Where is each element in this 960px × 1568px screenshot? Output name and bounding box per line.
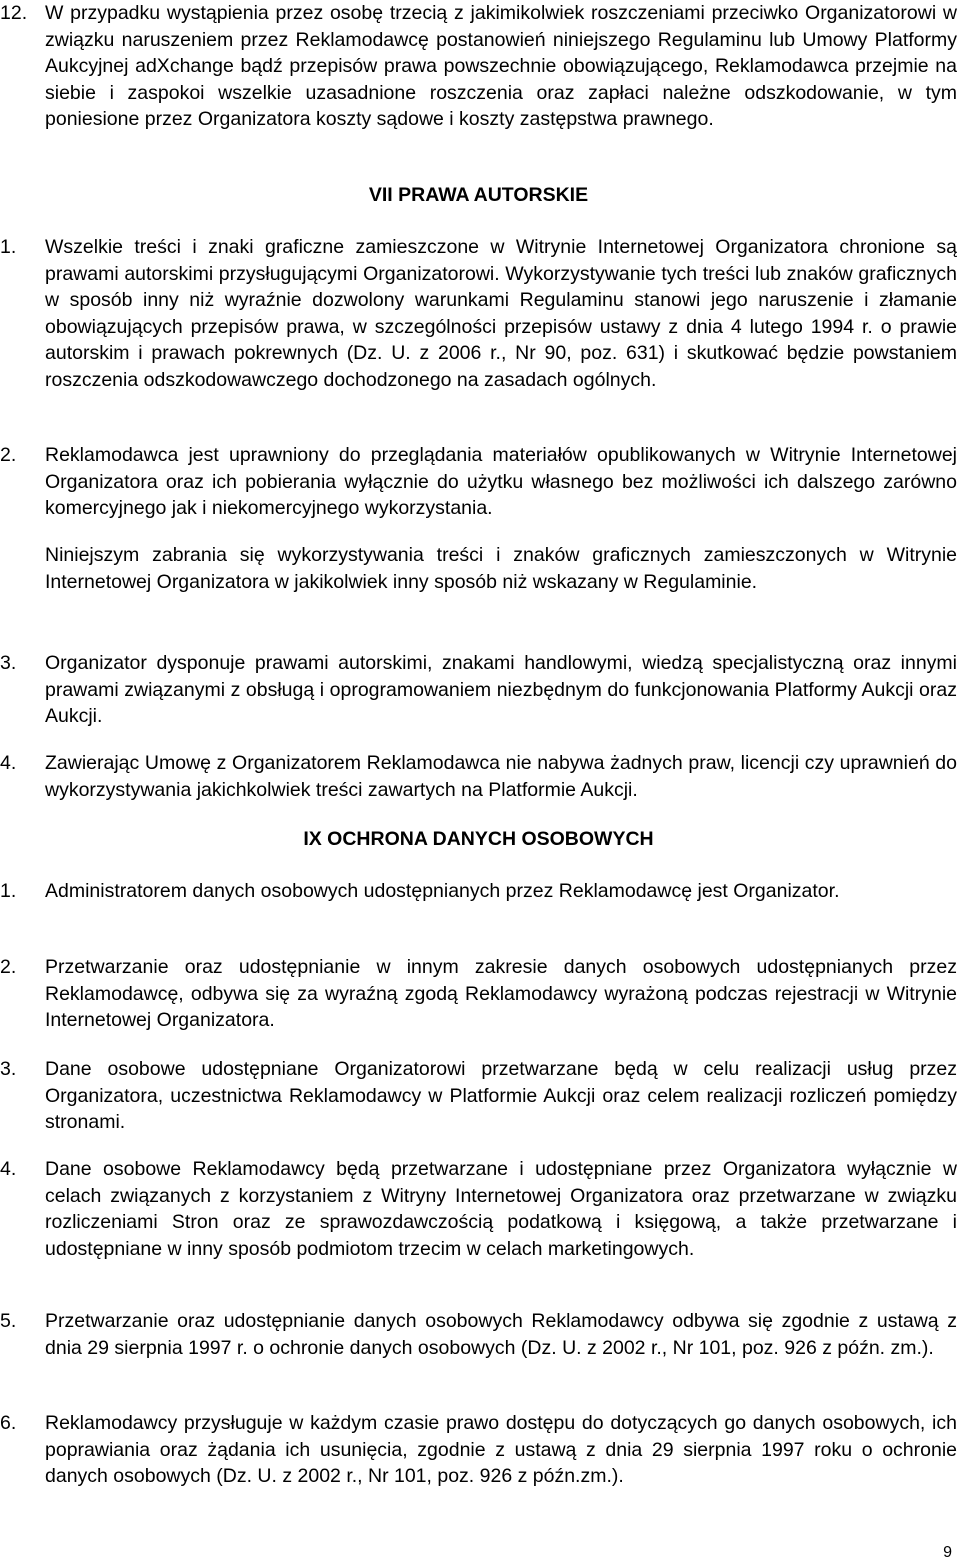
item-number: 4. — [0, 752, 17, 774]
item-text: Administratorem danych osobowych udostępnianych przez Reklamodawcę jest Organizator. — [45, 880, 840, 902]
list-item — [0, 0, 957, 133]
item-text: Reklamodawca jest uprawniony do przeglądania materiałów opublikowanych w Witrynie Internetowej Organizatora oraz ich pobierania wyłącznie do użytku własnego bez możliwości ich dalszego zarówno komercyjnego jak i niekomercyjnego wykorzystania. — [45, 444, 957, 520]
item-number: 1. — [0, 880, 17, 902]
item-text: Wszelkie treści i znaki graficzne zamieszczone w Witrynie Internetowej Organizatora chronione są prawami autorskimi przysługującymi Organizatorowi. Wykorzystywanie tych treści lub znaków graficznych w sposób inny niż wyraźnie dozwolony warunkami Regulaminu stanowi jego naruszenie i złamanie obowiązujących przepisów prawa, w szczególności przepisów ustawy z dnia 4 lutego 1994 r. o prawie autorskim i prawach pokrewnych (Dz. U. z 2006 r., Nr 90, poz. 631) i skutkować będzie powstaniem roszczenia odszkodowawczego dochodzonego na zasadach ogólnych. — [45, 236, 957, 391]
item-text: Zawierając Umowę z Organizatorem Reklamodawca nie nabywa żadnych praw, licencji czy uprawnień do wykorzystywania jakichkolwiek treści zawartych na Platformie Aukcji. — [45, 752, 957, 801]
list-item — [0, 1156, 957, 1262]
list-item — [0, 878, 957, 905]
item-text: Reklamodawcy przysługuje w każdym czasie prawo dostępu do dotyczących go danych osobowych, ich poprawiania oraz żądania ich usunięcia, zgodnie z ustawą z dnia 29 sierpnia 1997 roku o ochronie danych osobowych (Dz. U. z 2002 r., Nr 101, poz. 926 z późn.zm.). — [45, 1412, 957, 1488]
list-item — [0, 1308, 957, 1361]
item-number: 2. — [0, 444, 17, 466]
page-number: 9 — [943, 1544, 952, 1561]
item-number: 3. — [0, 652, 17, 674]
item-number: 4. — [0, 1158, 17, 1180]
item-text: Przetwarzanie oraz udostępnianie danych osobowych Reklamodawcy odbywa się zgodnie z ustawą z dnia 29 sierpnia 1997 r. o ochronie danych osobowych (Dz. U. z 2002 r., Nr 101, poz. 926 z późn. zm.). — [45, 1310, 957, 1359]
list-item — [0, 954, 957, 1034]
item-number: 3. — [0, 1058, 17, 1080]
list-item — [0, 442, 957, 522]
item-text: Organizator dysponuje prawami autorskimi, znakami handlowymi, wiedzą specjalistyczną oraz innymi prawami związanymi z obsługą i oprogramowaniem niezbędnym do funkcjonowania Platformy Aukcji oraz Aukcji. — [45, 652, 957, 728]
item-number: 2. — [0, 956, 17, 978]
list-item — [0, 1056, 957, 1136]
item-text: Przetwarzanie oraz udostępnianie w innym zakresie danych osobowych udostępnianych przez Reklamodawcę, odbywa się za wyraźną zgodą Reklamodawcy wyrażoną podczas rejestracji w Witrynie Internetowej Organizatora. — [45, 956, 957, 1032]
section-heading-ochrona-danych: IX OCHRONA DANYCH OSOBOWYCH — [303, 828, 654, 850]
list-item — [0, 750, 957, 803]
paragraph: Niniejszym zabrania się wykorzystywania treści i znaków graficznych zamieszczonych w Witrynie Internetowej Organizatora w jakikolwiek inny sposób niż wskazany w Regulaminie. — [45, 544, 957, 593]
item-number: 1. — [0, 236, 17, 258]
item-text: Dane osobowe Reklamodawcy będą przetwarzane i udostępniane przez Organizatora wyłącznie w celach związanych z korzystaniem z Witryny Internetowej Organizatora oraz przetwarzane w związku rozliczeniami Stron oraz ze sprawozdawczością podatkową i księgową, a także przetwarzane i udostępniane w inny sposób podmiotom trzecim w celach marketingowych. — [45, 1158, 957, 1260]
list-item — [0, 650, 957, 730]
section-heading-prawa-autorskie: VII PRAWA AUTORSKIE — [368, 184, 589, 206]
item-number: 12. — [0, 2, 28, 24]
item-number: 6. — [0, 1412, 17, 1434]
item-text: Dane osobowe udostępniane Organizatorowi przetwarzane będą w celu realizacji usług przez Organizatora, uczestnictwa Reklamodawcy w Platformie Aukcji oraz celem realizacji rozliczeń pomiędzy stronami. — [45, 1058, 957, 1134]
list-item — [0, 1410, 957, 1490]
item-text: W przypadku wystąpienia przez osobę trzecią z jakimikolwiek roszczeniami przeciwko Organizatorowi w związku naruszeniem przez Reklamodawcę postanowień niniejszego Regulaminu lub Umowy Platformy Aukcyjnej adXchange bądź przepisów prawa powszechnie obowiązującego, Reklamodawca przejmie na siebie i zaspokoi wszelkie uzasadnione roszczenia oraz zapłaci należne odszkodowanie, w tym poniesione przez Organizatora koszty sądowe i koszty zastępstwa prawnego. — [45, 2, 957, 131]
list-item — [0, 234, 957, 394]
item-number: 5. — [0, 1310, 17, 1332]
